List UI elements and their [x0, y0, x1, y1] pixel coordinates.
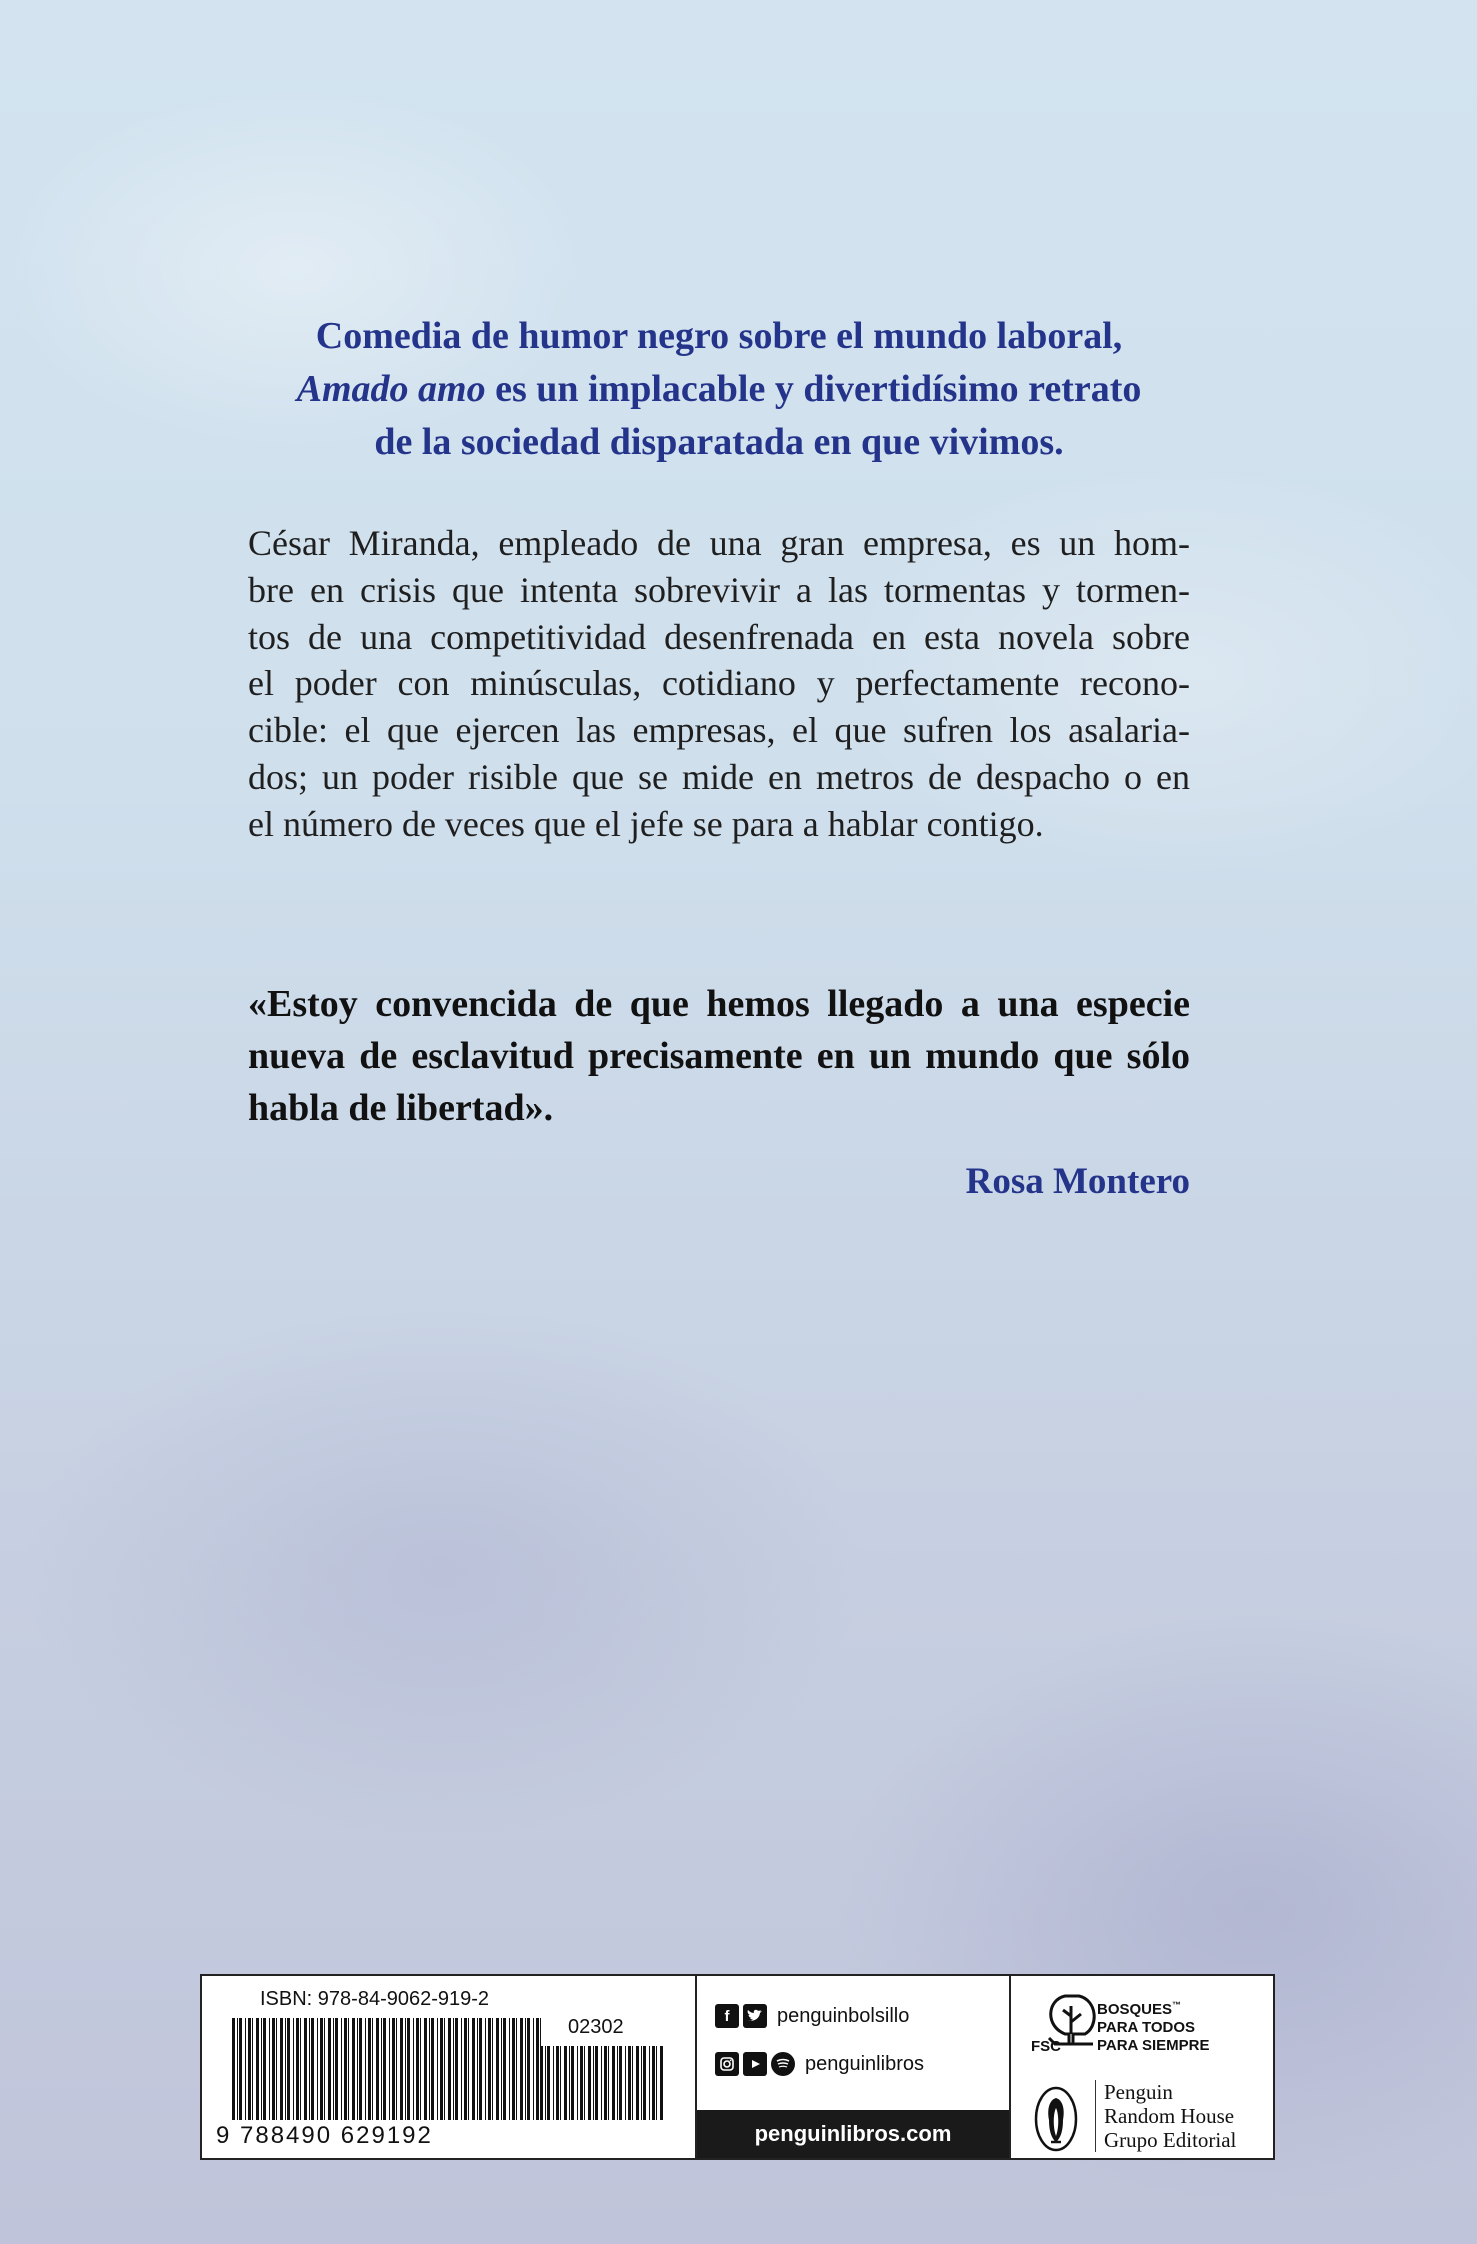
twitter-icon[interactable]	[743, 2004, 767, 2028]
penguin-icon	[1031, 2084, 1081, 2154]
publisher-line-1: Penguin	[1104, 2080, 1173, 2104]
barcode-bar	[536, 2018, 539, 2120]
barcode-bar	[405, 2018, 406, 2120]
barcode-bar	[625, 2046, 626, 2120]
lead-line-2	[248, 363, 1190, 416]
barcode-bar	[468, 2018, 469, 2120]
barcode-bar	[335, 2018, 338, 2120]
publisher-wordmark	[1095, 2080, 1304, 2152]
barcode-bar	[660, 2046, 663, 2120]
barcode-bar	[617, 2046, 618, 2120]
barcode-bar	[564, 2046, 567, 2120]
barcode-bar	[416, 2018, 419, 2120]
barcode-bar	[431, 2018, 434, 2120]
barcode-bar	[348, 2018, 349, 2120]
barcode-bar	[263, 2018, 266, 2120]
barcode-bar	[584, 2046, 585, 2120]
barcode-bar	[317, 2018, 318, 2120]
barcode-bar	[479, 2018, 482, 2120]
barcode-bar	[311, 2018, 314, 2120]
barcode-bar	[285, 2018, 286, 2120]
barcode-bar	[357, 2018, 358, 2120]
website-link[interactable]: penguinlibros.com	[697, 2110, 1009, 2158]
barcode-bar	[376, 2018, 379, 2120]
barcode-bar	[293, 2018, 294, 2120]
barcode-bar	[580, 2046, 583, 2120]
barcode-bar	[269, 2018, 270, 2120]
fsc-slogan	[1097, 1996, 1247, 2055]
fsc-tm: ™	[1172, 2000, 1182, 2010]
synopsis-line: César Miranda, empleado de una gran empresa, es un hom-	[248, 523, 1190, 563]
barcode-bar	[440, 2018, 443, 2120]
barcode-bar	[641, 2046, 642, 2120]
quote-line: habla de libertad».	[248, 1087, 554, 1129]
barcode-bar	[612, 2046, 615, 2120]
barcode-bar	[320, 2018, 323, 2120]
barcode-bar	[424, 2018, 427, 2120]
facebook-icon[interactable]: f	[715, 2004, 739, 2028]
barcode-bar	[372, 2018, 373, 2120]
barcode-bar	[656, 2046, 657, 2120]
barcode-bar	[643, 2046, 646, 2120]
barcode-bar	[464, 2018, 467, 2120]
barcode-bar	[344, 2018, 347, 2120]
barcode-bar	[472, 2018, 475, 2120]
barcode-bar	[516, 2018, 517, 2120]
blurb-quote	[248, 978, 1190, 1134]
barcode-bar	[571, 2046, 574, 2120]
barcode-bar	[477, 2018, 478, 2120]
barcode-bar	[420, 2018, 421, 2120]
barcode-panel	[202, 1976, 697, 2158]
barcode-bar	[287, 2018, 290, 2120]
barcode-bar	[649, 2046, 650, 2120]
lead-line-1: Comedia de humor negro sobre el mundo laboral,	[315, 315, 1123, 357]
barcode-bar	[652, 2046, 655, 2120]
barcode-bar	[444, 2018, 445, 2120]
lead-line-2-rest: es un implacable y divertidísimo retrato	[485, 368, 1142, 410]
addon-number: 02302	[568, 2016, 624, 2038]
youtube-icon[interactable]	[743, 2052, 767, 2076]
barcode-bar	[309, 2018, 310, 2120]
barcode-bar	[608, 2046, 609, 2120]
quote-line: nueva de esclavitud precisamente en un mundo que sólo	[248, 1035, 1190, 1077]
barcode-bar	[545, 2046, 546, 2120]
barcode-bar	[496, 2018, 499, 2120]
barcode-bar	[237, 2018, 238, 2120]
barcode-bar	[520, 2018, 523, 2120]
fsc-line-3: PARA SIEMPRE	[1097, 2037, 1210, 2054]
ean-digits: 9 788490 629192	[216, 2122, 433, 2149]
barcode-bar	[619, 2046, 622, 2120]
isbn-text: ISBN: 978-84-9062-919-2	[260, 1988, 490, 2010]
barcode-bar	[525, 2018, 526, 2120]
barcode-bar	[588, 2046, 591, 2120]
barcode-bar	[328, 2018, 331, 2120]
barcode-bar	[333, 2018, 334, 2120]
barcode-bar	[365, 2018, 366, 2120]
barcode-bar	[509, 2018, 510, 2120]
barcode-bar	[341, 2018, 342, 2120]
ean-barcode	[232, 2018, 544, 2120]
barcode-bar	[556, 2046, 559, 2120]
barcode-bar	[628, 2046, 631, 2120]
barcode-bar	[453, 2018, 454, 2120]
barcode-bar	[604, 2046, 607, 2120]
barcode-bar	[383, 2018, 386, 2120]
barcode-bar	[396, 2018, 397, 2120]
barcode-bar	[324, 2018, 325, 2120]
barcode-bar	[488, 2018, 491, 2120]
social-handle[interactable]: penguinbolsillo	[777, 2004, 910, 2027]
barcode-bar	[413, 2018, 414, 2120]
barcode-bar	[352, 2018, 355, 2120]
book-title: Amado amo	[296, 368, 486, 410]
publisher-line-3: Grupo Editorial	[1104, 2128, 1237, 2152]
barcode-bar	[296, 2018, 299, 2120]
barcode-bar	[272, 2018, 275, 2120]
barcode-bar	[448, 2018, 451, 2120]
social-row-libros	[715, 2052, 924, 2076]
quote-line: «Estoy convencida de que hemos llegado a una especie	[248, 983, 1190, 1025]
synopsis-line: el número de veces que el jefe se para a hablar contigo.	[248, 803, 1044, 844]
barcode-bar	[593, 2046, 594, 2120]
barcode-bar	[455, 2018, 458, 2120]
barcode-bar	[595, 2046, 598, 2120]
quote-author: Rosa Montero	[965, 1161, 1190, 1202]
barcode-bar	[429, 2018, 430, 2120]
barcode-bar	[276, 2018, 277, 2120]
barcode-bar	[359, 2018, 362, 2120]
barcode-bar	[280, 2018, 283, 2120]
barcode-bar	[389, 2018, 390, 2120]
logos-panel	[1011, 1976, 1273, 2158]
lead-line-3: de la sociedad disparatada en que vivimos.	[374, 421, 1064, 463]
addon-barcode	[540, 2046, 665, 2120]
barcode-bar	[577, 2046, 578, 2120]
barcode-bar	[252, 2018, 253, 2120]
barcode-bar	[437, 2018, 438, 2120]
synopsis-line: bre en crisis que intenta sobrevivir a las tormentas y tormen-	[248, 569, 1190, 610]
barcode-bar	[304, 2018, 307, 2120]
barcode-bar	[527, 2018, 530, 2120]
barcode-bar	[400, 2018, 403, 2120]
synopsis	[248, 520, 1190, 848]
spotify-icon[interactable]	[771, 2052, 795, 2076]
barcode-bar	[601, 2046, 602, 2120]
barcode-bar	[533, 2018, 534, 2120]
social-row-bolsillo	[715, 2004, 909, 2028]
barcode-bar	[245, 2018, 246, 2120]
fsc-label: FSC	[1031, 2038, 1061, 2055]
barcode-bar	[407, 2018, 410, 2120]
barcode-bar	[492, 2018, 493, 2120]
synopsis-line: cible: el que ejercen las empresas, el que sufren los asalaria-	[248, 710, 1190, 751]
barcode-bar	[503, 2018, 506, 2120]
barcode-bar	[232, 2018, 235, 2120]
barcode-bar	[636, 2046, 639, 2120]
synopsis-line: el poder con minúsculas, cotidiano y perfectamente recono-	[248, 663, 1190, 704]
barcode-bar	[239, 2018, 242, 2120]
lead-paragraph	[248, 310, 1190, 469]
barcode-bar	[547, 2046, 550, 2120]
social-panel	[697, 1976, 1011, 2158]
barcode-bar	[560, 2046, 561, 2120]
info-box	[200, 1974, 1275, 2160]
barcode-bar	[248, 2018, 251, 2120]
social-handle[interactable]: penguinlibros	[805, 2052, 924, 2075]
fsc-line-2: PARA TODOS	[1097, 2019, 1196, 2036]
barcode-bar	[553, 2046, 554, 2120]
synopsis-line: tos de una competitividad desenfrenada en esta novela sobre	[248, 616, 1190, 657]
barcode-bar	[392, 2018, 395, 2120]
fsc-line-1: BOSQUES	[1097, 2001, 1173, 2018]
barcode-bar	[300, 2018, 301, 2120]
barcode-bar	[381, 2018, 382, 2120]
barcode-bar	[261, 2018, 262, 2120]
barcode-bar	[485, 2018, 486, 2120]
synopsis-line: dos; un poder risible que se mide en metros de despacho o en	[248, 756, 1190, 797]
barcode-bar	[632, 2046, 633, 2120]
publisher-line-2: Random House	[1104, 2104, 1235, 2128]
barcode-bar	[540, 2046, 543, 2120]
barcode-bar	[569, 2046, 570, 2120]
barcode-bar	[501, 2018, 502, 2120]
barcode-bar	[368, 2018, 371, 2120]
barcode-bar	[512, 2018, 515, 2120]
barcode-bar	[461, 2018, 462, 2120]
barcode-bar	[256, 2018, 259, 2120]
instagram-icon[interactable]	[715, 2052, 739, 2076]
